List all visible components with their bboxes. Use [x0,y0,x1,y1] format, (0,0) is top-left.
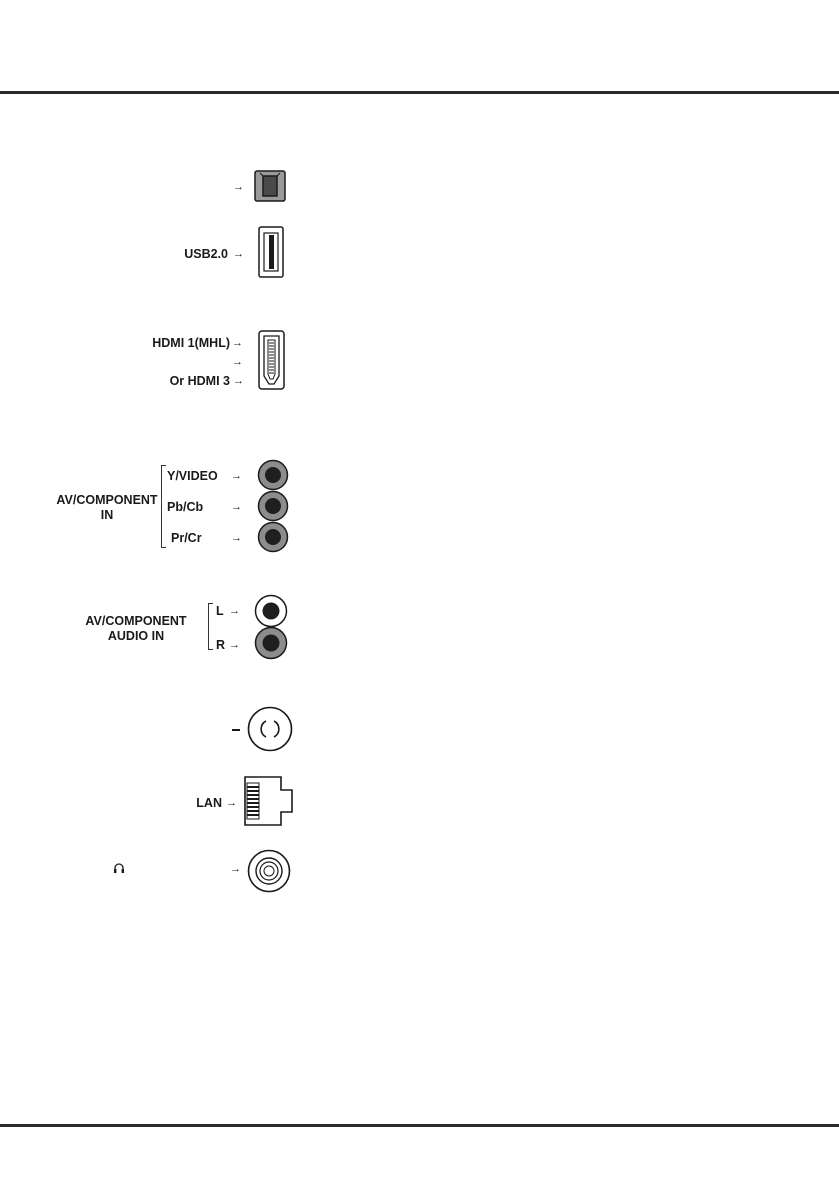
arrow: → [231,532,242,544]
arrow: → [233,248,244,260]
av-audio-bracket [208,603,213,650]
av-audio-in-label-1: AV/COMPONENT [85,614,187,628]
y-video-label: Y/VIDEO [167,469,218,483]
arrow: → [226,797,237,809]
arrow: → [232,337,243,349]
lan-port-icon [244,776,294,826]
av-component-in-label-2: IN [100,508,114,522]
arrow: → [233,375,244,387]
audio-right-label: R [216,638,226,652]
hdmi-port-icon [258,330,285,390]
arrow: → [229,639,240,651]
bottom-rule [0,1124,839,1127]
av-component-in-label-1: AV/COMPONENT [56,493,158,507]
pr-cr-label: Pr/Cr [171,531,202,545]
headphone-icon [113,862,125,874]
arrow [232,729,240,731]
optical-port-icon [254,170,286,202]
arrow: → [231,470,242,482]
audio-left-label: L [216,604,224,618]
pb-cb-label: Pb/Cb [167,500,204,514]
arrow: → [231,501,242,513]
rca-jack-icon [257,459,289,491]
arrow: → [229,605,240,617]
hdmi-label-1: HDMI 1(MHL) [152,336,230,350]
usb-port-icon [258,226,284,278]
usb-label: USB2.0 [184,247,228,261]
antenna-port-icon [247,706,293,752]
rca-jack-icon [257,490,289,522]
rca-jack-icon [254,626,288,660]
arrow: → [232,356,243,368]
rca-jack-icon [257,521,289,553]
headphone-jack-icon [247,849,291,893]
top-rule [0,91,839,94]
hdmi-label-2: Or HDMI 3 [169,374,230,388]
av-audio-in-label-2: AUDIO IN [107,629,165,643]
arrow: → [230,863,241,875]
arrow: → [233,181,244,193]
av-component-bracket [161,465,166,548]
rca-jack-icon [254,594,288,628]
lan-label: LAN [196,796,222,810]
